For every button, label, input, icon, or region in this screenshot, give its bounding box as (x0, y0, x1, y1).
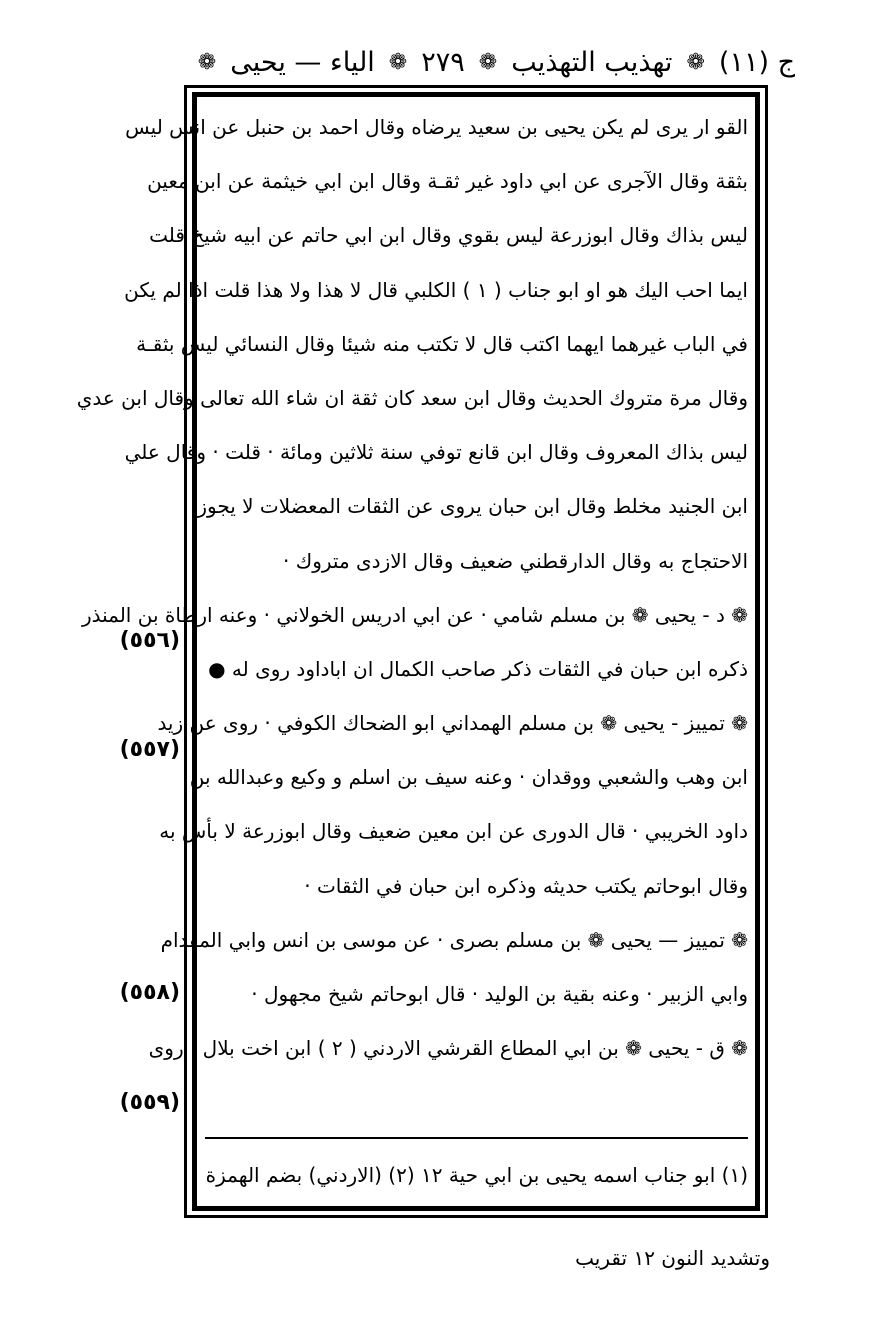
section-title: الياء — يحيى (230, 46, 375, 78)
text-line: ايما احب اليك هو او ابو جناب ( ١ ) الكلبي قال لا هذا ولا هذا قلت اذا لم يكن (124, 277, 748, 302)
ornament-icon: ❁ (197, 49, 217, 75)
volume-label: ج (١١) (718, 46, 795, 78)
text-line: داود الخريبي · قال الدورى عن ابن معين ضعيف وقال ابوزرعة لا بأس به (159, 819, 748, 844)
book-title: تهذيب التهذيب (511, 46, 673, 78)
text-line: ذكره ابن حبان في الثقات ذكر صاحب الكمال ان اباداود روى له ● (208, 656, 748, 681)
entry-line: ❁ تمييز — يحيى ❁ بن مسلم بصرى · عن موسى بن انس وابي المقدام (160, 927, 748, 952)
text-line: وقال ابوحاتم يكتب حديثه وذكره ابن حبان في الثقات · (304, 873, 748, 898)
footnote-divider (205, 1137, 748, 1139)
text-line: وقال مرة متروك الحديث وقال ابن سعد كان ثقة ان شاء الله تعالى وقال ابن عدي (76, 385, 748, 410)
footnote-continuation: وتشديد النون ١٢ تقريب (575, 1246, 770, 1270)
ornament-icon: ❁ (388, 49, 408, 75)
entry-line: ❁ ق - يحيى ❁ بن ابي المطاع القرشي الاردني ( ٢ ) ابن اخت بلال · روى (148, 1036, 748, 1061)
text-line: القو ار يرى لم يكن يحيى بن سعيد يرضاه وقال احمد بن حنبل عن انس ليس (125, 115, 748, 139)
text-line: ليس بذاك المعروف وقال ابن قانع توفي سنة ثلاثين ومائة · قلت · وقال علي (124, 440, 748, 465)
text-line: في الباب غيرهما ايهما اكتب قال لا تكتب منه شيئا وقال النسائي ليس بثقـة (136, 331, 748, 356)
text-line: وابي الزبير · وعنه بقية بن الوليد · قال ابوحاتم شيخ مجهول · (251, 982, 748, 1006)
ornament-icon: ❁ (478, 49, 498, 75)
ornament-icon: ❁ (686, 49, 705, 75)
text-line: ليس بذاك وقال ابوزرعة ليس بقوي وقال ابن ابي حاتم عن ابيه شيخ قلت (149, 223, 748, 248)
text-line: ابن وهب والشعبي ووقدان · وعنه سيف بن اسلم و وكيع وعبدالله بن (189, 765, 748, 790)
entry-line: ❁ د - يحيى ❁ بن مسلم شامي · عن ابي ادريس الخولاني · وعنه ارطاة بن المنذر (81, 602, 748, 627)
text-line: بثقة وقال الآجرى عن ابي داود غير ثقـة وقال ابن ابي خيثمة عن ابن معين (147, 169, 748, 194)
text-line: الاحتجاج به وقال الدارقطني ضعيف وقال الازدى متروك · (283, 548, 748, 573)
entry-number: (٥٥٦) (119, 628, 180, 653)
page-number: ٢٧٩ (421, 46, 465, 78)
entry-number: (٥٥٨) (119, 980, 180, 1005)
entry-number: (٥٥٩) (119, 1090, 180, 1115)
footnote: (١) ابو جناب اسمه يحيى بن ابي حية ١٢ (٢) (الاردني) بضم الهمزة (205, 1163, 748, 1187)
text-line: ابن الجنيد مخلط وقال ابن حبان يروى عن الثقات المعضلات لا يجوز (197, 494, 748, 519)
entry-line: ❁ تمييز - يحيى ❁ بن مسلم الهمداني ابو الضحاك الكوفي · روى عن زيد (157, 711, 748, 736)
entry-number: (٥٥٧) (119, 737, 180, 762)
